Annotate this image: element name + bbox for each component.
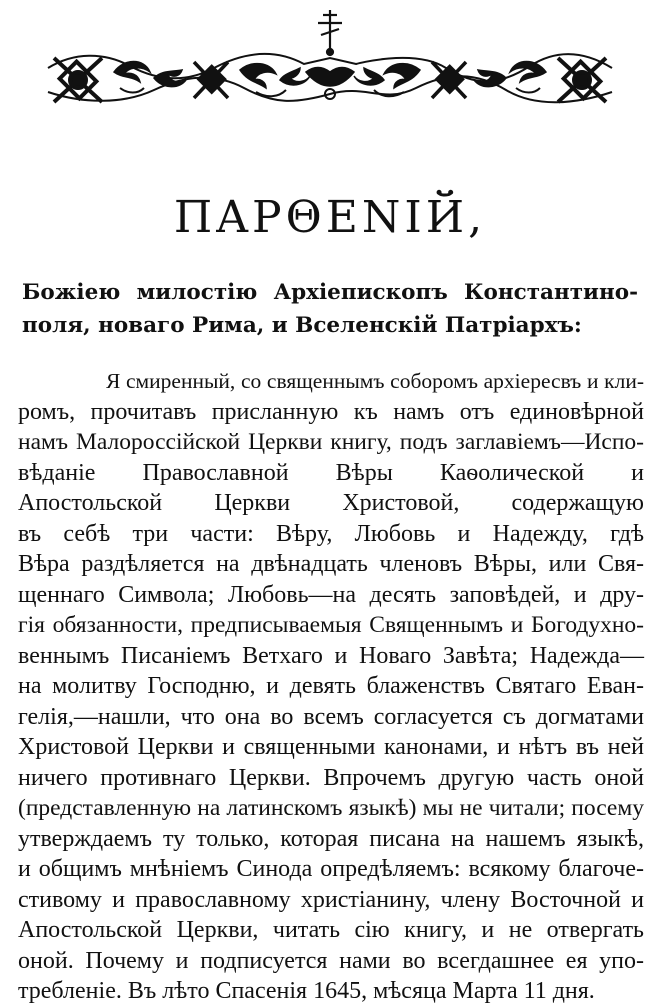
page-title: ΠΑΡΘΕΝΙЙ, xyxy=(173,192,487,243)
text-line: (представленную на латинскомъ языкѣ) мы не читали; посему xyxy=(18,795,644,821)
text-line: Христовой Церкви и священными канонами, и нѣтъ въ ней xyxy=(18,734,644,760)
text-line: ничего противнаго Церкви. Впрочемъ другую часть оной xyxy=(18,764,644,791)
subtitle-line: Божіею милостію Архіепископъ Константино- xyxy=(22,280,638,305)
text-line: Апостольской Церкви, читать сію книгу, и не отвергать xyxy=(18,917,644,943)
text-line: на молитву Господню, и девять блаженствъ Святаго Еван- xyxy=(18,673,644,699)
cross-icon xyxy=(318,10,342,55)
text-line: гія обязанности, предписываемыя Священнымъ и Богодухно- xyxy=(18,612,644,638)
text-line: въ себѣ три части: Вѣру, Любовь и Надежду, гдѣ xyxy=(18,520,644,547)
text-line: ромъ, прочитавъ присланную къ намъ отъ единовѣрной xyxy=(18,398,644,425)
text-line: утверждаемъ ту только, которая писана на нашемъ языкѣ, xyxy=(18,825,644,852)
text-line: стивому и православному христіанину, члену Восточной и xyxy=(18,886,644,913)
text-line: Апостольской Церкви Христовой, содержащую xyxy=(18,490,644,516)
text-line: веннымъ Писаніемъ Ветхаго и Новаго Завѣта; Надежда— xyxy=(18,642,644,669)
body-text xyxy=(18,366,644,1007)
text-line: Я смиренный, со священнымъ соборомъ архіересвъ и кли- xyxy=(106,369,644,393)
subtitle xyxy=(22,276,638,342)
text-line: намъ Малороссійской Церкви книгу, подъ заглавіемъ—Испо- xyxy=(18,429,644,455)
subtitle-line: поля, новаго Рима, и Вселенскій Патріархъ: xyxy=(22,313,582,338)
ornamental-headpiece-with-cross xyxy=(44,8,616,108)
text-line: вѣданіе Православной Вѣры Каѳолической и xyxy=(18,459,644,486)
text-line: и общимъ мнѣніемъ Синода опредѣляемъ: всякому благоче- xyxy=(18,856,644,882)
text-line: щеннаго Символа; Любовь—на десять заповѣдей, и дру- xyxy=(18,581,644,608)
text-line: гелія,—нашли, что она во всемъ согласуется съ догматами xyxy=(18,703,644,730)
text-line: оной. Почему и подписуется нами во всегдашнее ея упо- xyxy=(18,947,644,974)
text-line: Вѣра раздѣляется на двѣнадцать членовъ Вѣры, или Свя- xyxy=(18,551,644,577)
text-line: требленіе. Въ лѣто Спасенія 1645, мѣсяца Марта 11 дня. xyxy=(18,978,595,1004)
